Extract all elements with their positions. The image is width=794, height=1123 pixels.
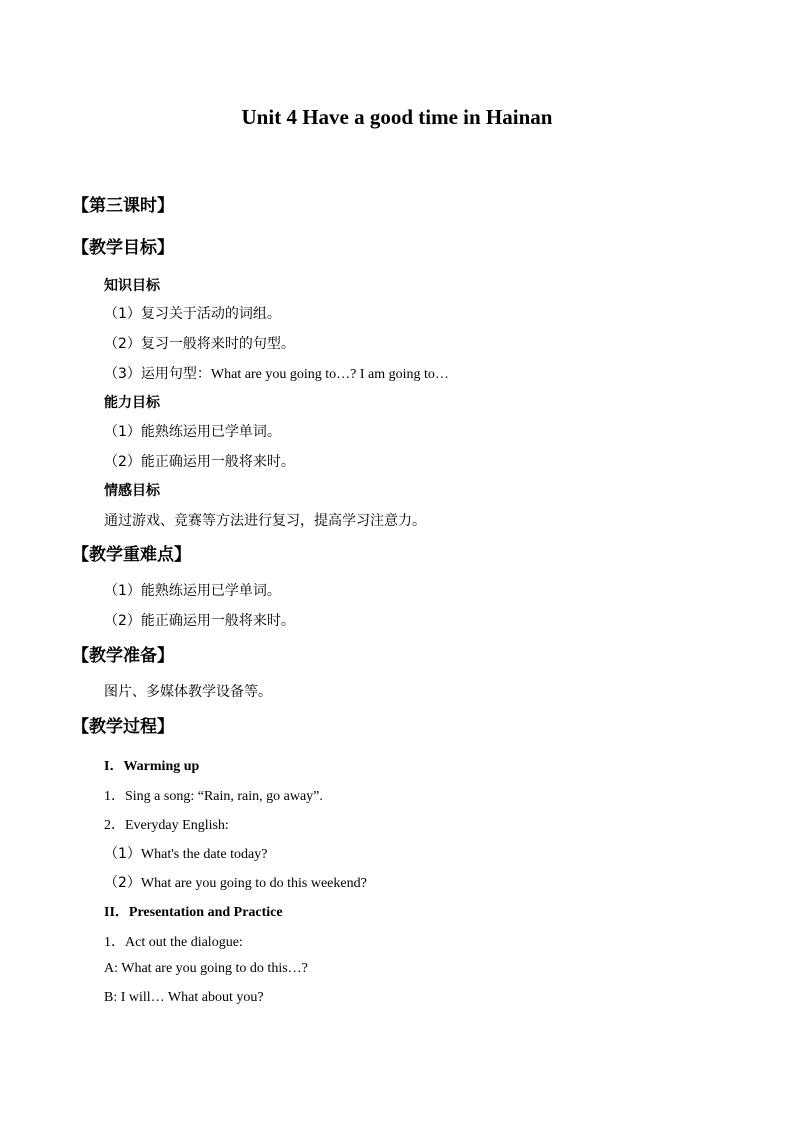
warming-up-item-1: 1．Sing a song: “Rain, rain, go away”. [104, 789, 323, 804]
ability-item-1: （1）能熟练运用已学单词。 [104, 424, 281, 440]
everyday-english-question-2 [104, 872, 367, 892]
key-point-item-2: （2）能正确运用一般将来时。 [104, 613, 295, 629]
ability-objectives-heading: 能力目标 [104, 395, 160, 411]
knowledge-item-2: （2）复习一般将来时的句型。 [104, 336, 295, 352]
objectives-heading: 【教学目标】 [72, 238, 174, 258]
page-title: Unit 4 Have a good time in Hainan [241, 105, 553, 129]
preparation-heading: 【教学准备】 [72, 646, 174, 666]
preparation-text: 图片、多媒体教学设备等。 [104, 684, 272, 700]
knowledge-item-1: （1）复习关于活动的词组。 [104, 306, 281, 322]
question-1-prefix: （1） [104, 846, 141, 862]
emotion-objectives-heading: 情感目标 [104, 483, 160, 499]
everyday-english-question-1 [104, 843, 267, 863]
dialogue-line-a: A: What are you going to do this…? [104, 961, 308, 976]
key-point-item-1: （1）能熟练运用已学单词。 [104, 583, 281, 599]
emotion-objectives-text: 通过游戏、竞赛等方法进行复习，提高学习注意力。 [104, 513, 426, 529]
ability-item-2: （2）能正确运用一般将来时。 [104, 454, 295, 470]
knowledge-item-3-english: What are you going to…? I am going to… [210, 367, 449, 382]
question-1-text: What's the date today? [140, 847, 268, 862]
warming-up-item-2: 2．Everyday English: [104, 818, 229, 833]
knowledge-objectives-heading: 知识目标 [104, 278, 160, 294]
question-2-prefix: （2） [104, 875, 141, 891]
question-2-text: What are you going to do this weekend? [140, 876, 367, 891]
period-heading: 【第三课时】 [72, 196, 174, 216]
presentation-heading: II．Presentation and Practice [104, 905, 283, 920]
knowledge-item-3-prefix: （3）运用句型： [104, 366, 211, 382]
presentation-item-1: 1．Act out the dialogue: [104, 935, 243, 950]
process-heading: 【教学过程】 [72, 717, 174, 737]
dialogue-line-b: B: I will… What about you? [104, 990, 264, 1005]
knowledge-item-3 [104, 363, 449, 383]
key-points-heading: 【教学重难点】 [72, 545, 191, 565]
warming-up-heading: I．Warming up [104, 759, 200, 774]
